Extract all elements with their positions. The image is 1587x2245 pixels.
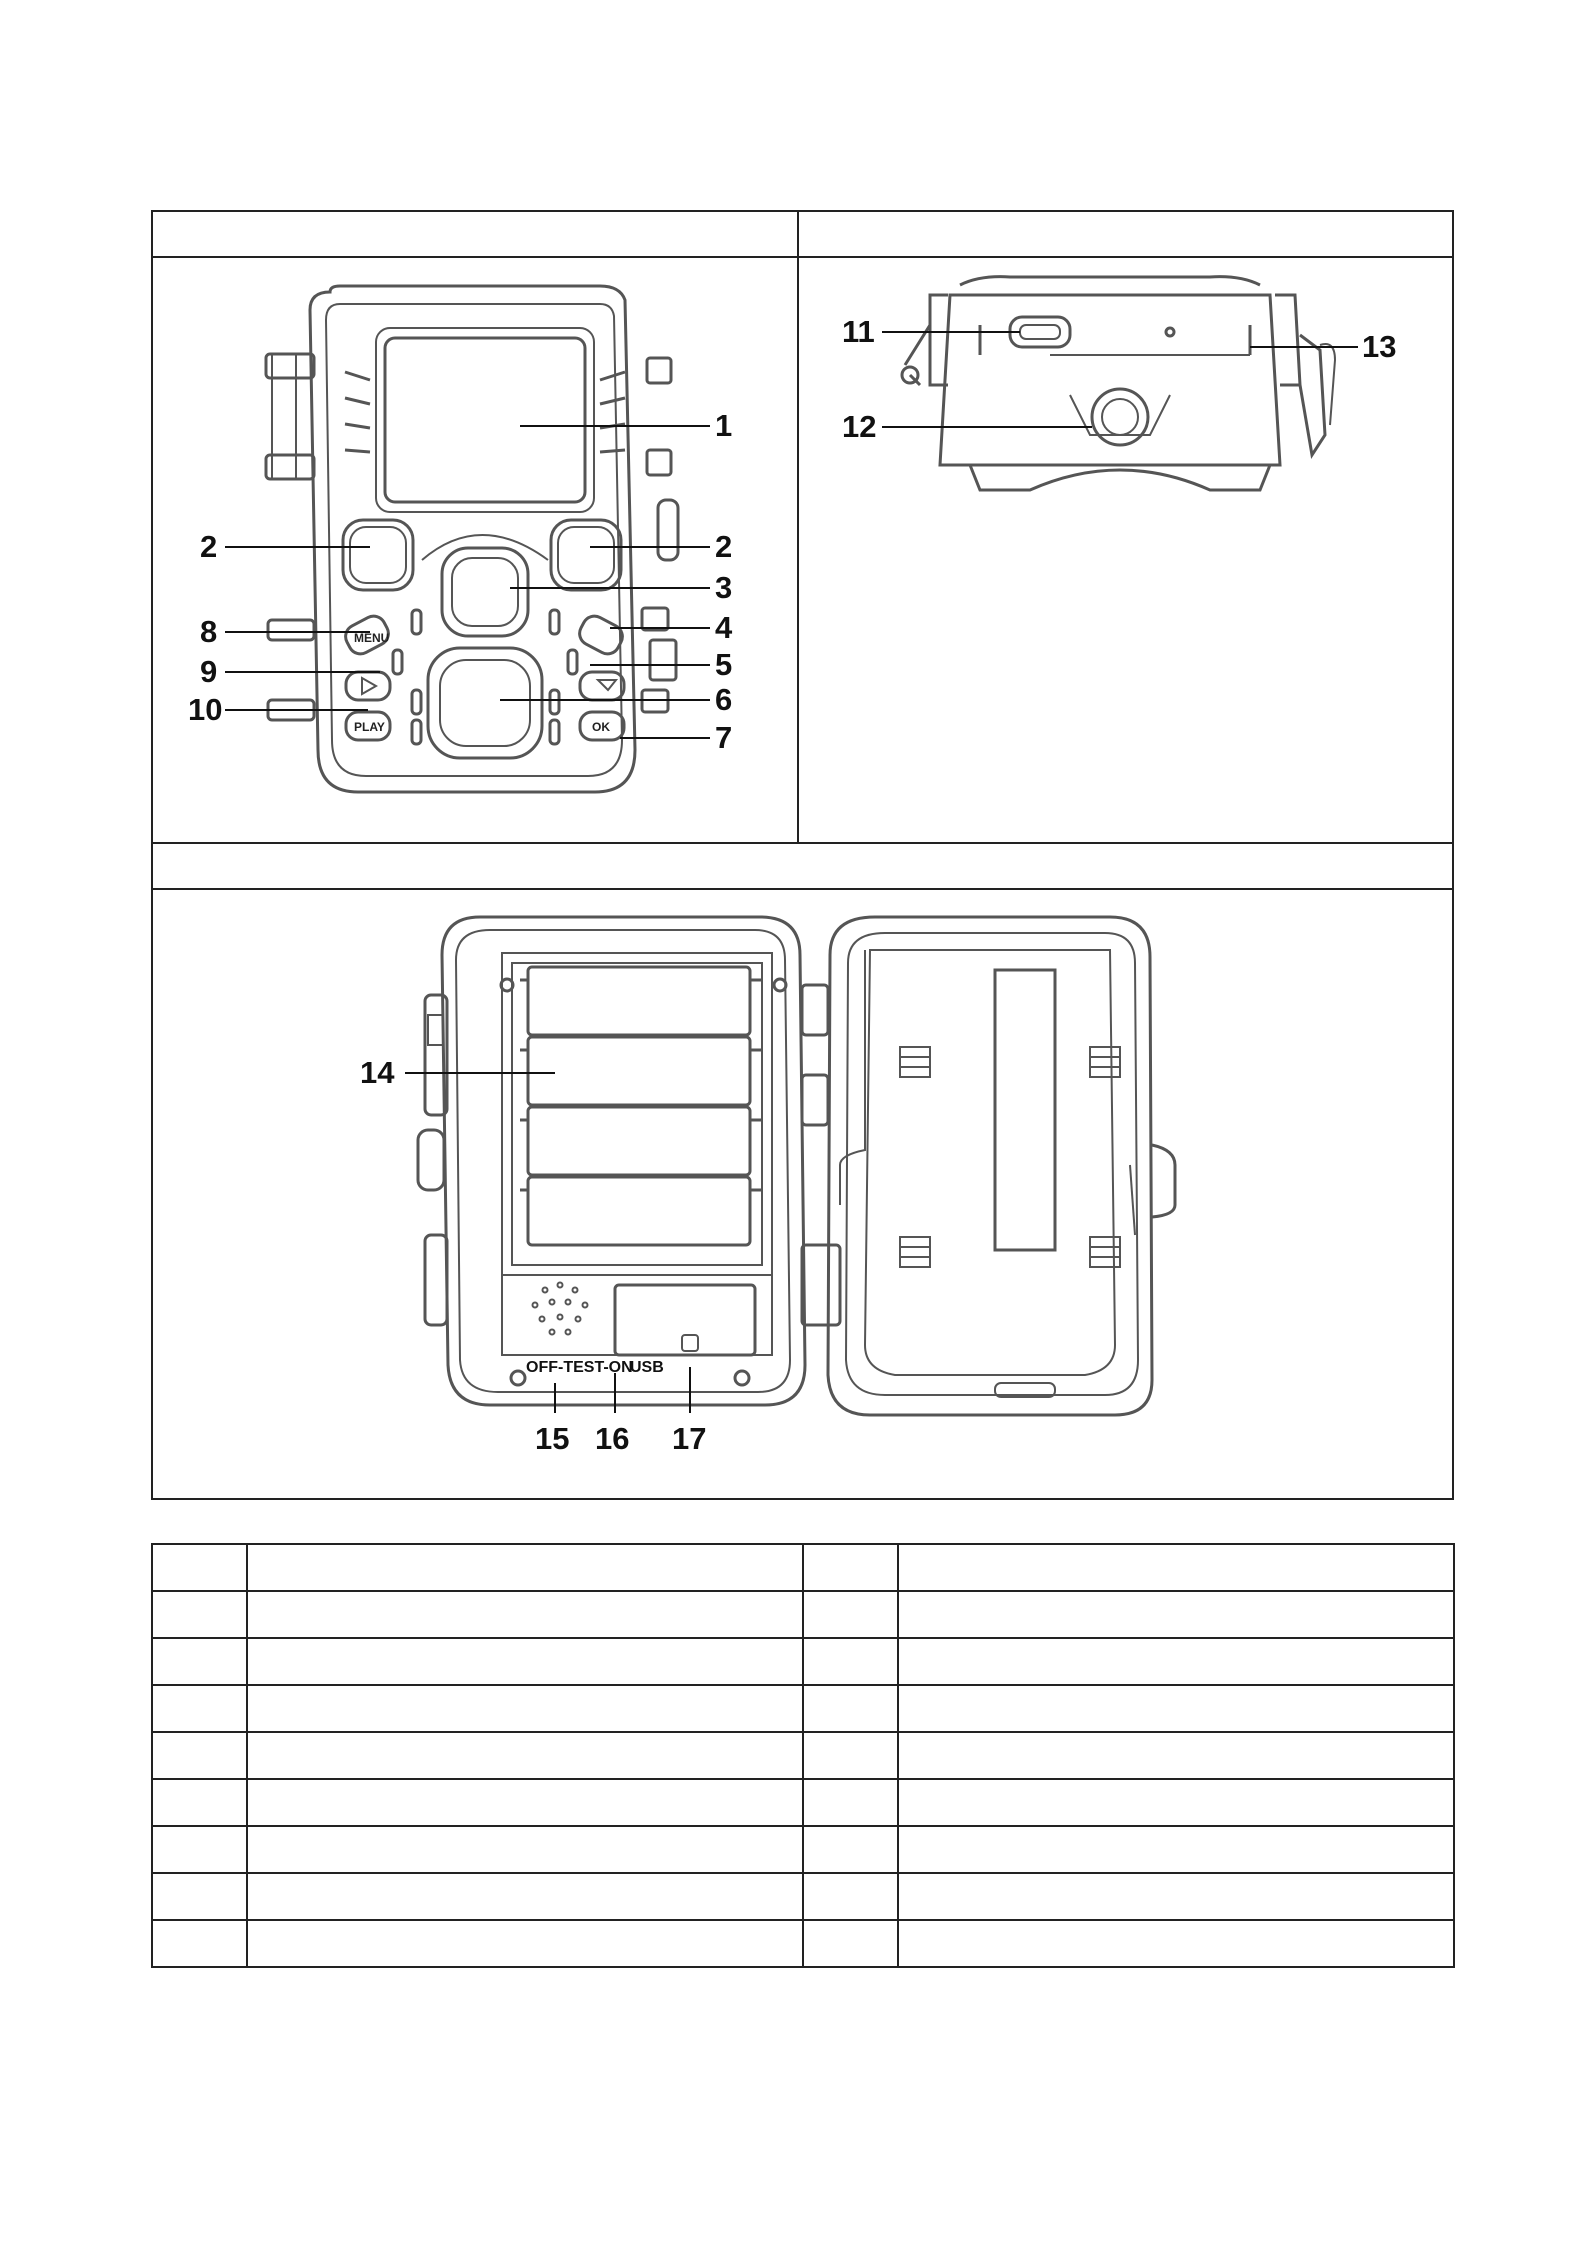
legend-number-cell: [152, 1638, 247, 1685]
callout-2-left: 2: [200, 529, 218, 564]
legend-number-cell: [152, 1591, 247, 1638]
legend-number-cell: [803, 1873, 898, 1920]
legend-number-cell: [152, 1873, 247, 1920]
callout-17: 17: [672, 1421, 707, 1456]
legend-text-cell: [898, 1591, 1454, 1638]
table-row: [152, 1920, 1454, 1967]
menu-button-label: MENU: [354, 631, 390, 645]
legend-text-cell: [898, 1779, 1454, 1826]
legend-number-cell: [152, 1544, 247, 1591]
callout-14: 14: [360, 1055, 395, 1090]
callout-5: 5: [715, 647, 733, 682]
legend-number-cell: [152, 1920, 247, 1967]
callout-4: 4: [715, 610, 733, 645]
legend-text-cell: [247, 1685, 803, 1732]
callout-3: 3: [715, 570, 733, 605]
camera-inside-diagram: [330, 905, 1250, 1485]
legend-text-cell: [898, 1638, 1454, 1685]
legend-number-cell: [803, 1779, 898, 1826]
table-row: [152, 1544, 1454, 1591]
table-row: [152, 1826, 1454, 1873]
camera-bottom-diagram: [830, 265, 1430, 515]
callout-7: 7: [715, 720, 733, 755]
legend-text-cell: [247, 1920, 803, 1967]
table-row: [152, 1591, 1454, 1638]
legend-text-cell: [247, 1826, 803, 1873]
legend-text-cell: [247, 1544, 803, 1591]
legend-text-cell: [247, 1873, 803, 1920]
legend-text-cell: [898, 1544, 1454, 1591]
ok-button-label: OK: [592, 720, 610, 734]
legend-number-cell: [152, 1826, 247, 1873]
legend-number-cell: [152, 1685, 247, 1732]
legend-number-cell: [152, 1779, 247, 1826]
figure-top-column-divider: [797, 210, 799, 844]
callout-16: 16: [595, 1421, 630, 1456]
legend-text-cell: [898, 1920, 1454, 1967]
figure-top-header-divider: [151, 256, 1454, 258]
table-row: [152, 1732, 1454, 1779]
figure-bottom-header-divider: [151, 888, 1454, 890]
table-row: [152, 1873, 1454, 1920]
callout-12: 12: [842, 409, 877, 444]
legend-number-cell: [803, 1732, 898, 1779]
legend-number-cell: [803, 1920, 898, 1967]
legend-text-cell: [247, 1732, 803, 1779]
table-row: [152, 1638, 1454, 1685]
legend-number-cell: [803, 1826, 898, 1873]
callout-2-right: 2: [715, 529, 733, 564]
table-row: [152, 1779, 1454, 1826]
legend-text-cell: [898, 1732, 1454, 1779]
table-row: [152, 1685, 1454, 1732]
callout-11: 11: [842, 314, 875, 349]
legend-number-cell: [803, 1591, 898, 1638]
legend-text-cell: [247, 1591, 803, 1638]
legend-text-cell: [898, 1826, 1454, 1873]
switch-label: OFF-TEST-ON: [526, 1359, 633, 1376]
callout-13: 13: [1362, 329, 1397, 364]
callout-10: 10: [188, 692, 223, 727]
legend-number-cell: [803, 1544, 898, 1591]
usb-label: USB: [630, 1359, 664, 1376]
legend-text-cell: [898, 1685, 1454, 1732]
play-button-label: PLAY: [354, 720, 385, 734]
callout-1: 1: [715, 408, 733, 443]
legend-text-cell: [898, 1873, 1454, 1920]
legend-text-cell: [247, 1779, 803, 1826]
legend-number-cell: [803, 1638, 898, 1685]
legend-number-cell: [803, 1685, 898, 1732]
callout-8: 8: [200, 614, 218, 649]
callout-6: 6: [715, 682, 733, 717]
callout-9: 9: [200, 654, 218, 689]
parts-legend-table: [151, 1543, 1455, 1968]
legend-number-cell: [152, 1732, 247, 1779]
legend-text-cell: [247, 1638, 803, 1685]
callout-15: 15: [535, 1421, 570, 1456]
camera-front-diagram: [180, 280, 790, 820]
